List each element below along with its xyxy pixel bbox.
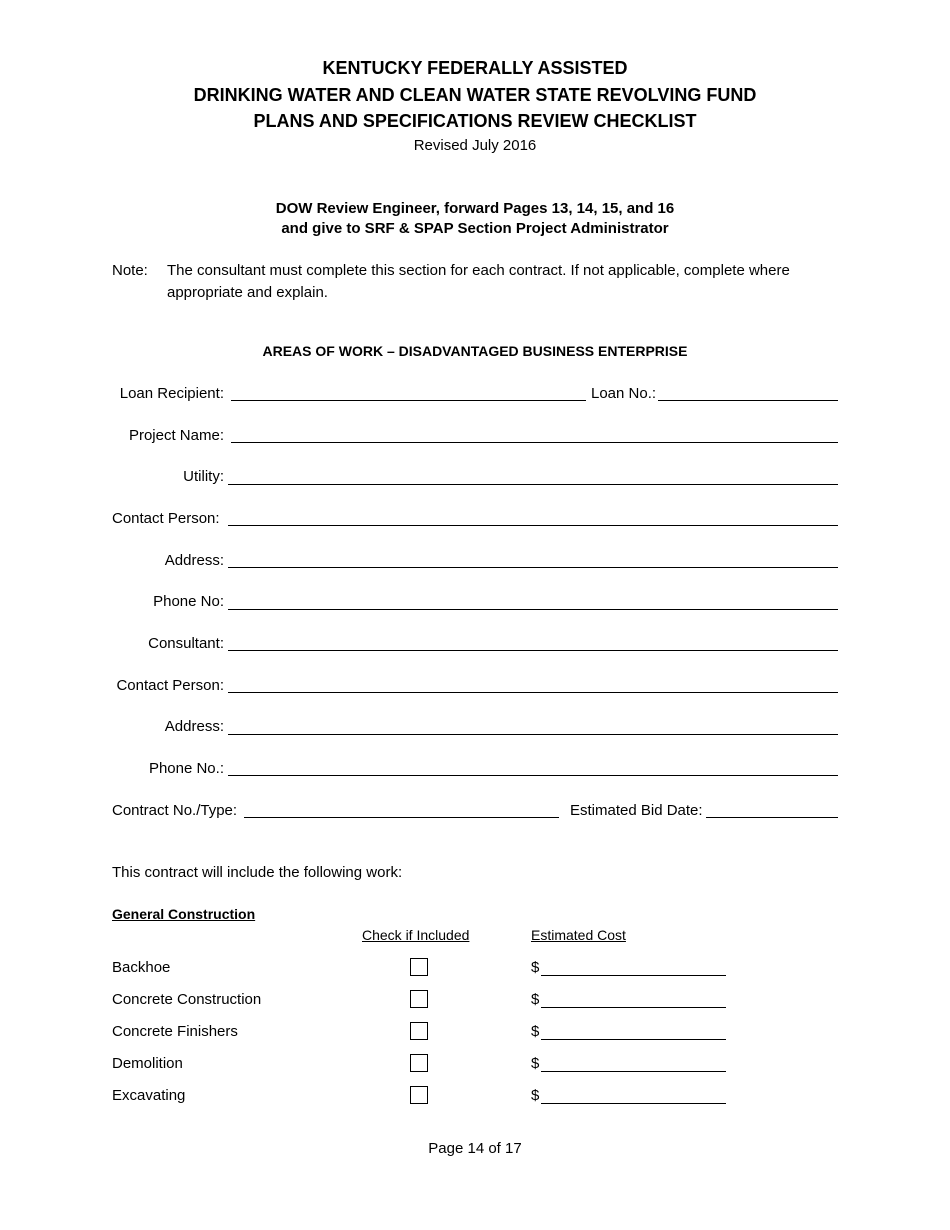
consultant-phone-field[interactable] <box>228 775 838 776</box>
phone-label: Phone No: <box>153 593 224 610</box>
consultant-address-field[interactable] <box>228 734 838 735</box>
contract-no-type-field[interactable] <box>244 817 559 818</box>
work-intro: This contract will include the following work: <box>112 864 403 881</box>
work-item-label: Concrete Finishers <box>112 1023 238 1040</box>
note-text-line-1: The consultant must complete this section for each contract. If not applicable, complete where <box>167 262 790 279</box>
contract-no-type-label: Contract No./Type: <box>112 802 238 819</box>
consultant-address-label: Address: <box>164 718 224 735</box>
consultant-contact-person-field[interactable] <box>228 692 838 693</box>
utility-label: Utility: <box>183 468 224 485</box>
address-field[interactable] <box>228 567 838 568</box>
excavating-cost-field[interactable] <box>541 1103 726 1104</box>
general-construction-heading: General Construction <box>112 906 256 922</box>
backhoe-checkbox[interactable] <box>410 958 428 976</box>
page-number: Page 14 of 17 <box>428 1140 522 1157</box>
excavating-checkbox[interactable] <box>410 1086 428 1104</box>
currency-symbol: $ <box>531 1023 540 1040</box>
demolition-cost-field[interactable] <box>541 1071 726 1072</box>
loan-no-field[interactable] <box>658 400 838 401</box>
currency-symbol: $ <box>531 991 540 1008</box>
work-item-label: Excavating <box>112 1087 186 1104</box>
consultant-phone-label: Phone No.: <box>148 760 224 777</box>
backhoe-cost-field[interactable] <box>541 975 726 976</box>
section-title: AREAS OF WORK – DISADVANTAGED BUSINESS ENTERPRISE <box>262 343 688 359</box>
header-line-1: KENTUCKY FEDERALLY ASSISTED <box>322 58 628 78</box>
note-text-line-2: appropriate and explain. <box>167 284 328 301</box>
address-label: Address: <box>164 552 224 569</box>
demolition-checkbox[interactable] <box>410 1054 428 1072</box>
phone-field[interactable] <box>228 609 838 610</box>
project-name-field[interactable] <box>231 442 838 443</box>
currency-symbol: $ <box>531 1087 540 1104</box>
header-line-3: PLANS AND SPECIFICATIONS REVIEW CHECKLIST <box>253 111 697 131</box>
header-line-2: DRINKING WATER AND CLEAN WATER STATE REVOLVING FUND <box>193 85 757 105</box>
loan-recipient-label: Loan Recipient: <box>119 385 224 402</box>
note-label: Note: <box>112 262 148 279</box>
concrete-construction-checkbox[interactable] <box>410 990 428 1008</box>
contact-person-field[interactable] <box>228 525 838 526</box>
instruction-line-2: and give to SRF & SPAP Section Project Administrator <box>281 220 669 237</box>
utility-field[interactable] <box>228 484 838 485</box>
concrete-finishers-cost-field[interactable] <box>541 1039 726 1040</box>
loan-no-label: Loan No.: <box>591 385 657 402</box>
concrete-construction-cost-field[interactable] <box>541 1007 726 1008</box>
estimated-bid-date-label: Estimated Bid Date: <box>570 802 703 819</box>
work-item-label: Concrete Construction <box>112 991 262 1008</box>
consultant-field[interactable] <box>228 650 838 651</box>
currency-symbol: $ <box>531 1055 540 1072</box>
revised-date: Revised July 2016 <box>413 137 537 154</box>
estimated-cost-header: Estimated Cost <box>531 927 626 943</box>
check-if-included-header: Check if Included <box>362 927 470 943</box>
loan-recipient-field[interactable] <box>231 400 586 401</box>
consultant-label: Consultant: <box>148 635 224 652</box>
work-item-label: Demolition <box>112 1055 183 1072</box>
consultant-contact-person-label: Contact Person: <box>116 677 224 694</box>
concrete-finishers-checkbox[interactable] <box>410 1022 428 1040</box>
estimated-bid-date-field[interactable] <box>706 817 838 818</box>
currency-symbol: $ <box>531 959 540 976</box>
project-name-label: Project Name: <box>128 427 224 444</box>
contact-person-label: Contact Person: <box>112 510 220 527</box>
instruction-line-1: DOW Review Engineer, forward Pages 13, 14, 15, and 16 <box>275 200 675 217</box>
work-item-label: Backhoe <box>112 959 171 976</box>
